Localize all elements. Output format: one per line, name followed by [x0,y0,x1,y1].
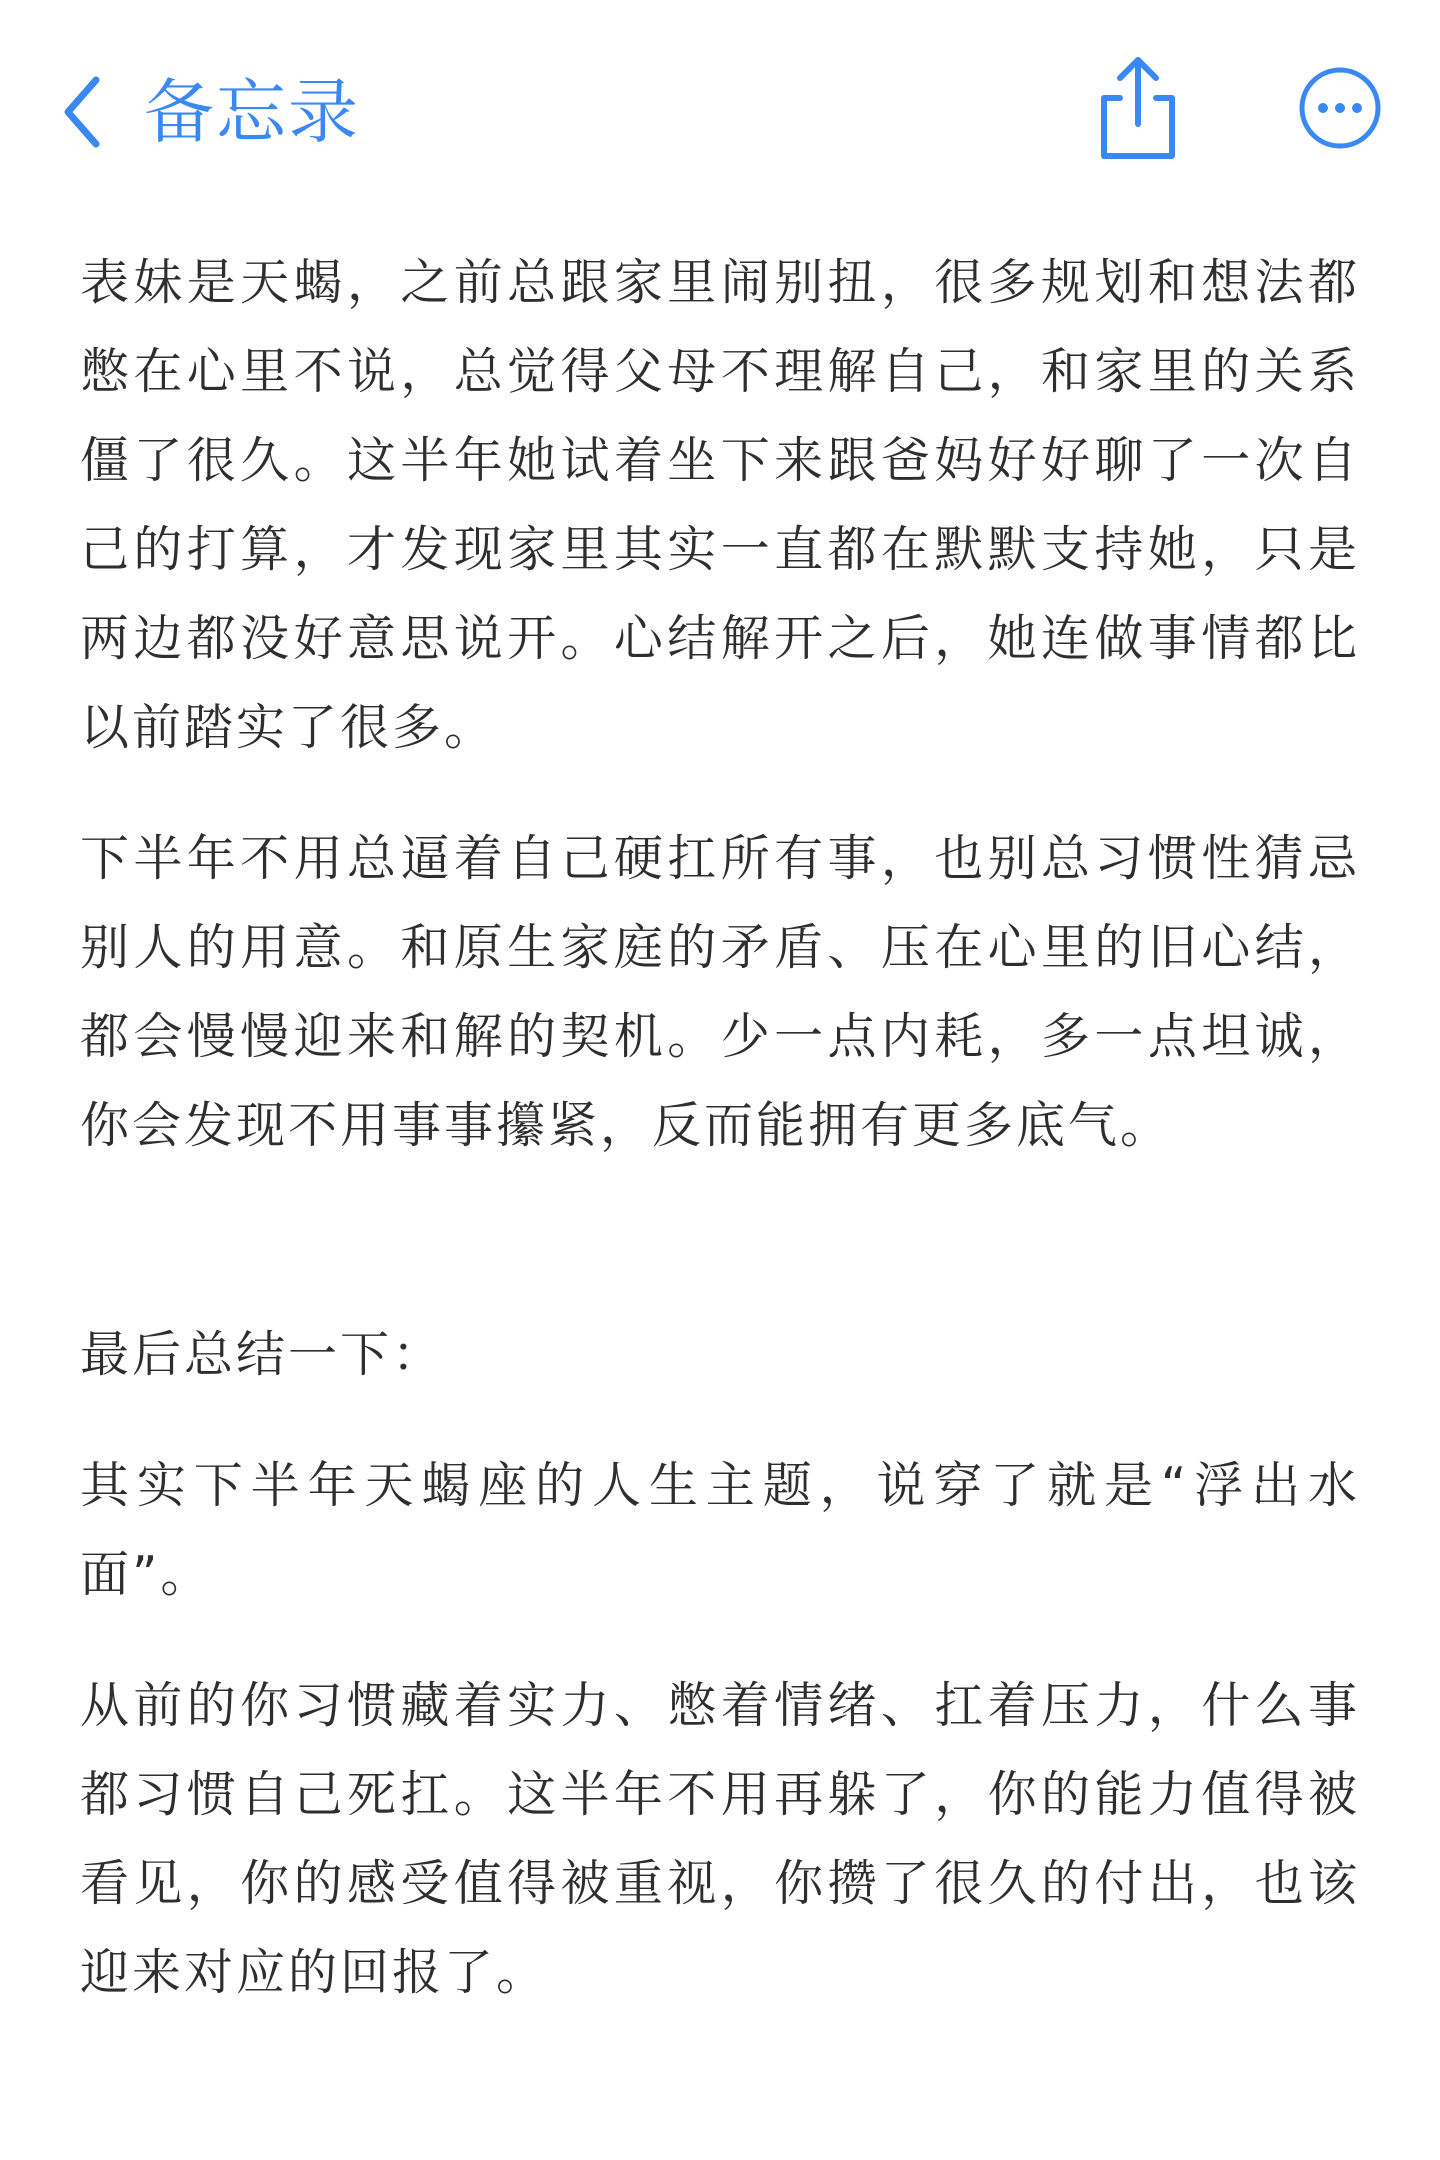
more-ellipsis-icon [1298,66,1382,150]
note-body[interactable] [80,238,1360,2017]
share-icon [1090,54,1186,162]
chevron-left-icon [58,72,106,152]
more-button[interactable] [1298,66,1382,150]
note-paragraph: 最后总结一下： [80,1326,445,1383]
note-paragraph: 其实下半年天蝎座的人生主题，说穿了就是“浮出水面”。 [80,1457,1360,1603]
note-paragraph: 从前的你习惯藏着实力、憋着情绪、扛着压力，什么事都习惯自己死扛。这半年不用再躲了，你的能力值得被看见，你的感受值得被重视，你攒了很久的付出，也该迎来对应的回报了。 [80,1677,1360,2001]
note-paragraph: 表妹是天蝎，之前总跟家里闹别扭，很多规划和想法都憋在心里不说，总觉得父母不理解自己，和家里的关系僵了很久。这半年她试着坐下来跟爸妈好好聊了一次自己的打算，才发现家里其实一直都在默默支持她，只是两边都没好意思说开。心结解开之后，她连做事情都比以前踏实了很多。 [80,254,1360,756]
back-button[interactable] [58,62,360,162]
note-paragraph: 下半年不用总逼着自己硬扛所有事，也别总习惯性猜忌别人的用意。和原生家庭的矛盾、压在心里的旧心结，都会慢慢迎来和解的契机。少一点内耗，多一点坦诚，你会发现不用事事攥紧，反而能拥有更多底气。 [80,830,1360,1154]
share-button[interactable] [1090,54,1186,162]
navigation-bar [0,0,1440,220]
back-label: 备忘录 [144,71,360,153]
